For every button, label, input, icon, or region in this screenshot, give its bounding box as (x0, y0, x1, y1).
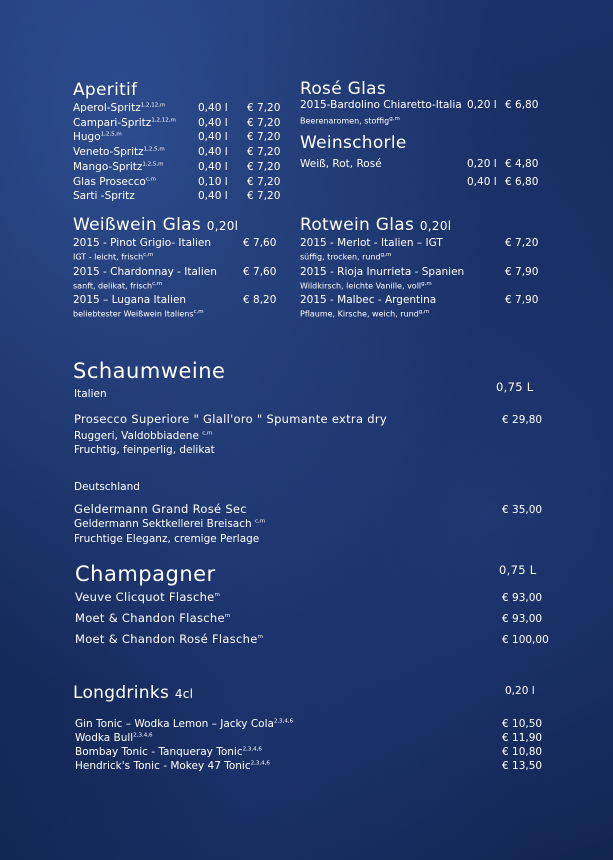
aperitif-item-size: 0,40 l (198, 131, 228, 144)
champagner-item-name: Moet & Chandon Rosé Flasche$^m$ (75, 632, 264, 646)
longdrink-item-name: Wodka Bull$^{2,3,4,6}$ (75, 732, 153, 744)
aperitif-title: Aperitif (73, 80, 138, 100)
aperitif-item-size: 0,40 l (198, 146, 228, 159)
rotwein-item-price: € 7,20 (505, 237, 539, 249)
aperitif-item-size: 0,40 l (198, 102, 228, 114)
schaumweine-title: Schaumweine (73, 359, 226, 383)
weinschorle-size-1: 0,20 l (467, 158, 497, 170)
weisswein-item-desc: IGT - leicht, frisch$^{c,m}$ (73, 252, 154, 262)
geldermann-desc: Fruchtige Eleganz, cremige Perlage (74, 533, 260, 545)
weisswein-item-price: € 8,20 (243, 294, 277, 306)
aperitif-item-name: Veneto-Spritz$^{1,2,5,m}$ (73, 146, 165, 159)
longdrink-item-price: € 10,80 (502, 746, 543, 758)
country-italien: Italien (74, 388, 107, 400)
rose-title: Rosé Glas (300, 79, 387, 99)
aperitif-item-price: € 7,20 (247, 160, 281, 173)
rotwein-item-desc: Pflaume, Kirsche, weich, rund$^{g,m}$ (300, 309, 430, 319)
longdrink-item-price: € 13,50 (502, 760, 543, 772)
longdrink-item-price: € 11,90 (502, 732, 543, 744)
aperitif-item-price: € 7,20 (247, 102, 281, 114)
longdrink-item-name: Gin Tonic – Wodka Lemon – Jacky Cola$^{2,3,4,6}$ (75, 718, 294, 730)
longdrink-item-name: Hendrick's Tonic - Mokey 47 Tonic$^{2,3,4,6}$ (75, 760, 270, 772)
longdrink-item-price: € 10,50 (502, 718, 543, 730)
weisswein-item-price: € 7,60 (243, 265, 277, 278)
weisswein-item-name: 2015 - Chardonnay - Italien (73, 265, 217, 278)
aperitif-item-price: € 7,20 (247, 175, 281, 188)
prosecco-name: Prosecco Superiore " Glall'oro " Spumante extra dry (74, 412, 387, 426)
champagner-item-price: € 100,00 (502, 634, 549, 646)
champagner-size: 0,75 L (499, 563, 537, 577)
aperitif-item-size: 0,10 l (198, 175, 228, 188)
geldermann-price: € 35,00 (502, 504, 543, 516)
rotwein-item-name: 2015 - Rioja Inurrieta - Spanien (300, 265, 465, 278)
weisswein-item-desc: sanft, delikat, frisch$^{c,m}$ (73, 280, 163, 291)
aperitif-item-price: € 7,20 (247, 131, 281, 144)
aperitif-item-name: Mango-Spritz$^{1,2,5,m}$ (73, 160, 164, 173)
prosecco-desc: Fruchtig, feinperlig, delikat (74, 444, 215, 456)
aperitif-item-name: Glas Prosecco$^{c,m}$ (73, 175, 156, 188)
aperitif-item-name: Campari-Spritz$^{1,2,12,m}$ (73, 116, 176, 129)
aperitif-item-name: Aperol-Spritz$^{1,2,12,m}$ (73, 102, 166, 114)
weisswein-item-name: 2015 – Lugana Italien (73, 294, 187, 306)
weisswein-item-price: € 7,60 (243, 237, 277, 249)
aperitif-item-price: € 7,20 (247, 146, 281, 159)
aperitif-item-size: 0,40 l (198, 190, 228, 203)
champagner-item-price: € 93,00 (502, 613, 543, 625)
champagner-item-name: Veuve Clicquot Flasche$^m$ (75, 590, 221, 604)
rotwein-item-price: € 7,90 (505, 265, 539, 278)
aperitif-item-price: € 7,20 (247, 190, 281, 203)
champagner-item-name: Moet & Chandon Flasche$^m$ (75, 611, 231, 625)
weinschorle-price-1: € 4,80 (505, 158, 539, 170)
longdrinks-size: 0,20 l (505, 685, 535, 697)
prosecco-producer: Ruggeri, Valdobbiadene $^{c,m}$ (74, 430, 213, 442)
rotwein-item-desc: Wildkirsch, leichte Vanille, voll$^{g,m}$ (300, 280, 432, 291)
aperitif-item-size: 0,40 l (198, 160, 228, 173)
rotwein-item-price: € 7,90 (505, 294, 539, 306)
rose-size: 0,20 l (467, 99, 497, 111)
rose-wine-name: 2015-Bardolino Chiaretto-Italia (300, 99, 462, 111)
rotwein-item-desc: süffig, trocken, rund$^{g,m}$ (300, 252, 392, 262)
weinschorle-price-2: € 6,80 (505, 176, 539, 188)
rotwein-item-name: 2015 - Merlot - Italien – IGT (300, 237, 443, 249)
geldermann-name: Geldermann Grand Rosé Sec (74, 502, 247, 516)
champagner-item-price: € 93,00 (502, 592, 543, 604)
longdrinks-title: Longdrinks 4cl (73, 683, 194, 703)
weinschorle-size-2: 0,40 l (467, 176, 497, 188)
weisswein-item-desc: beliebtester Weißwein Italiens$^{c,m}$ (73, 309, 204, 319)
schaumweine-size: 0,75 L (496, 380, 534, 394)
aperitif-item-price: € 7,20 (247, 116, 281, 129)
weinschorle-title: Weinschorle (300, 133, 407, 153)
rotwein-title: Rotwein Glas 0,20l (300, 215, 452, 235)
weisswein-title: Weißwein Glas 0,20l (73, 215, 239, 235)
rotwein-item-name: 2015 - Malbec - Argentina (300, 294, 437, 306)
weinschorle-name: Weiß, Rot, Rosé (300, 158, 382, 170)
aperitif-item-name: Hugo$^{1,2,5,m}$ (73, 131, 122, 144)
weisswein-item-name: 2015 - Pinot Grigio- Italien (73, 237, 212, 249)
aperitif-item-name: Sarti -Spritz (73, 190, 135, 203)
aperitif-item-size: 0,40 l (198, 116, 228, 129)
geldermann-producer: Geldermann Sektkellerei Breisach $^{c,m}$ (74, 518, 266, 530)
prosecco-price: € 29,80 (502, 414, 543, 426)
rose-price: € 6,80 (505, 99, 539, 111)
country-deutschland: Deutschland (74, 481, 140, 493)
rose-desc: Beerenaromen, stoffig$^{g,m}$ (300, 116, 400, 126)
champagner-title: Champagner (75, 562, 216, 586)
longdrink-item-name: Bombay Tonic - Tanqueray Tonic$^{2,3,4,6}$ (75, 746, 262, 758)
